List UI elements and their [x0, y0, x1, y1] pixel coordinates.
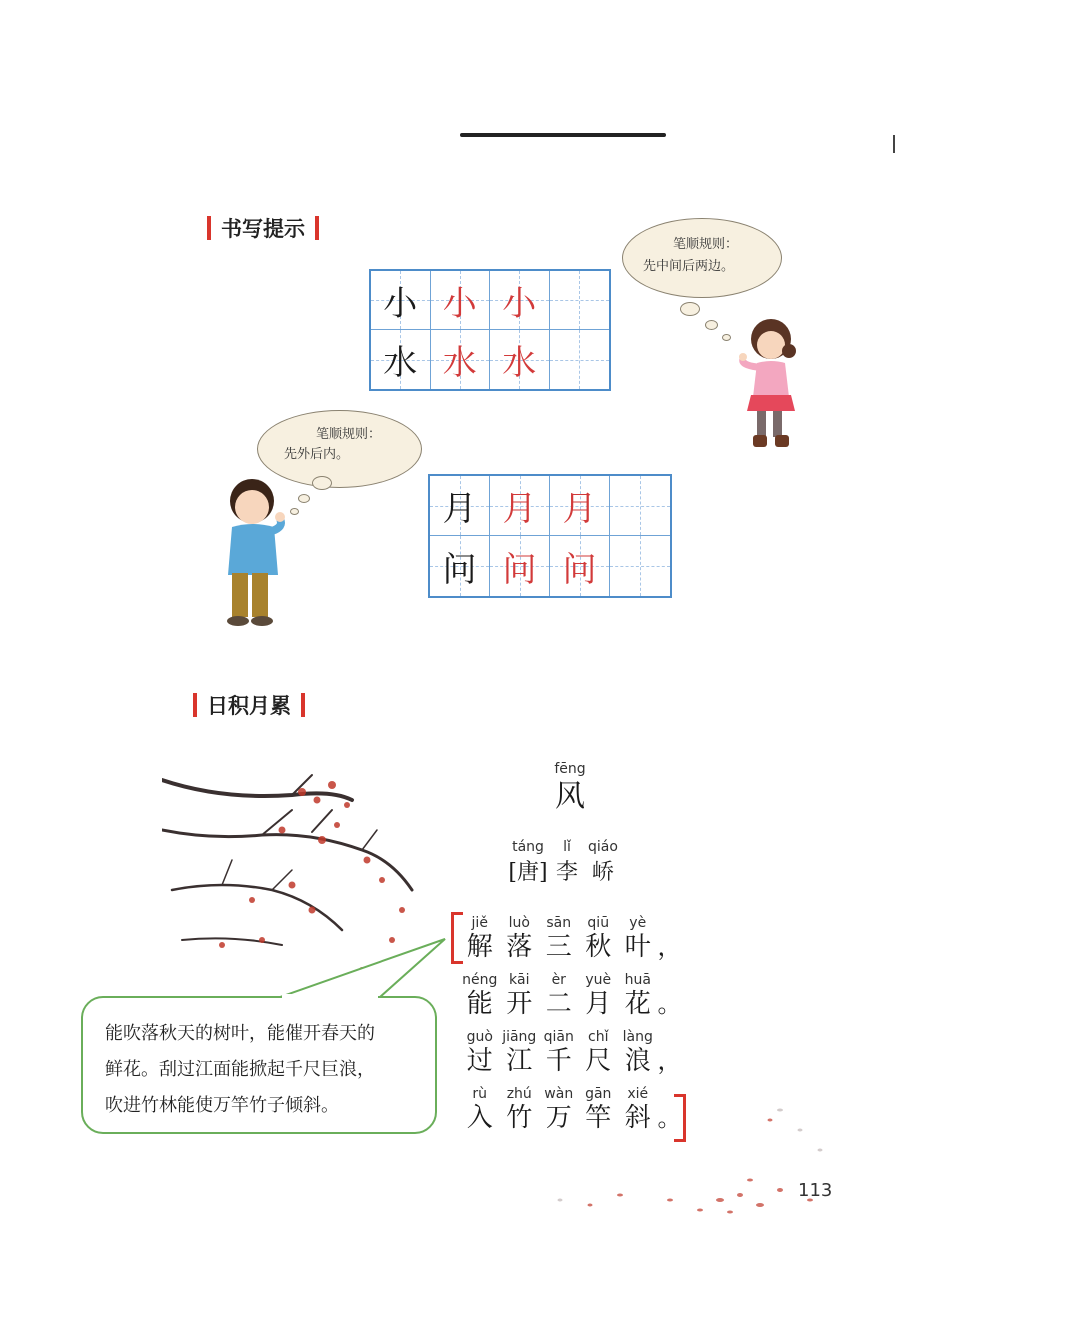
bubble-dot	[298, 494, 310, 503]
poem-char: huā 花	[624, 972, 651, 1019]
bubble-dot	[722, 334, 731, 341]
grid-cell: 水	[431, 330, 491, 389]
callout-tail-join	[282, 994, 378, 998]
bubble-text: 笔顺规则：	[673, 237, 739, 252]
title-bar-left	[207, 216, 211, 240]
poem-line-2	[460, 971, 682, 1019]
poem-char: luò 落	[506, 915, 533, 962]
page-edge-mark	[893, 135, 895, 153]
author-col	[551, 838, 583, 890]
explanation-callout	[81, 996, 437, 1134]
grid-cell: 月	[430, 476, 490, 536]
bubble-dot	[705, 320, 718, 330]
poem-line-1	[460, 914, 682, 962]
poem-char: qiān 千	[543, 1029, 574, 1076]
grid-cell: 月	[550, 476, 610, 536]
poem-char: gān 竿	[585, 1086, 612, 1133]
poem-author	[505, 838, 623, 890]
bubble-dot	[290, 508, 299, 515]
grid-cell-empty	[610, 476, 670, 536]
author-pinyin: lǐ	[563, 839, 571, 855]
poem-char: néng 能	[462, 972, 498, 1019]
bubble-text: 先外后内。	[284, 447, 350, 462]
author-hanzi: 李	[555, 860, 578, 885]
grid-cell: 问	[550, 536, 610, 596]
grid-cell-empty	[610, 536, 670, 596]
top-rule	[460, 133, 666, 137]
grid-cell: 问	[490, 536, 550, 596]
section-title-text: 书写提示	[221, 217, 305, 241]
poem-line-3	[460, 1028, 682, 1076]
girl-thought-bubble	[622, 218, 782, 298]
poem-char: èr 二	[545, 972, 572, 1019]
poem-char: làng 浪	[622, 1029, 653, 1076]
grid-cell: 水	[371, 330, 431, 389]
poem-char: chǐ 尺	[585, 1029, 612, 1076]
explanation-line-2: 鲜花。刮过江面能掀起千尺巨浪，	[105, 1059, 375, 1080]
poem-char: wàn 万	[544, 1086, 574, 1133]
poem-char: rù 入	[466, 1086, 493, 1133]
grid-cell: 水	[490, 330, 550, 389]
girl-illustration	[735, 315, 805, 455]
grid-cell-empty	[550, 271, 610, 330]
author-pinyin: qiáo	[588, 839, 618, 855]
bubble-dot	[680, 302, 700, 316]
poem-char: kāi 开	[506, 972, 533, 1019]
poem-char: guò 过	[466, 1029, 493, 1076]
writing-grid-2	[428, 474, 672, 598]
poem-punct: 。	[657, 990, 682, 1018]
poem-title-hanzi: 风	[555, 779, 585, 814]
author-hanzi: 峤	[591, 860, 614, 885]
poem-char: xié 斜	[624, 1086, 651, 1133]
grid-cell: 小	[490, 271, 550, 330]
grid-cell-empty	[550, 330, 610, 389]
writing-grid-1	[369, 269, 611, 391]
petals-illustration	[520, 1100, 860, 1240]
author-col	[505, 838, 551, 890]
grid-cell: 小	[371, 271, 431, 330]
poem-char: yuè 月	[585, 972, 612, 1019]
poem-punct: ，	[657, 933, 682, 961]
poem-char: jiāng 江	[502, 1029, 537, 1076]
poem-char: yè 叶	[624, 915, 651, 962]
bubble-text: 笔顺规则：	[316, 427, 382, 442]
explanation-line-3: 吹进竹林能使万竿竹子倾斜。	[105, 1095, 339, 1116]
grid-cell: 月	[490, 476, 550, 536]
poem-punct: 。	[657, 1104, 682, 1132]
poem-char: jiě 解	[466, 915, 493, 962]
page-number: 113	[798, 1180, 833, 1201]
author-dynasty: [唐]	[508, 860, 548, 885]
title-bar-left	[193, 693, 197, 717]
section-title-daily-accumulation	[193, 690, 305, 720]
bubble-dot	[312, 476, 332, 490]
author-pinyin: táng	[512, 839, 544, 855]
poem-title	[540, 760, 600, 816]
section-title-text: 日积月累	[207, 694, 291, 718]
title-bar-right	[301, 693, 305, 717]
poem-punct: ，	[657, 1047, 682, 1075]
author-col	[583, 838, 623, 890]
poem-title-pinyin: fēng	[554, 761, 586, 777]
poem-char: qiū 秋	[585, 915, 612, 962]
poem-char: sān 三	[545, 915, 572, 962]
poem-char: zhú 竹	[506, 1086, 533, 1133]
bubble-text: 先中间后两边。	[643, 259, 735, 274]
grid-cell: 小	[431, 271, 491, 330]
grid-cell: 问	[430, 536, 490, 596]
explanation-line-1: 能吹落秋天的树叶，能催开春天的	[105, 1023, 375, 1044]
section-title-writing-tips	[207, 213, 319, 243]
title-bar-right	[315, 216, 319, 240]
boy-illustration	[218, 475, 290, 630]
